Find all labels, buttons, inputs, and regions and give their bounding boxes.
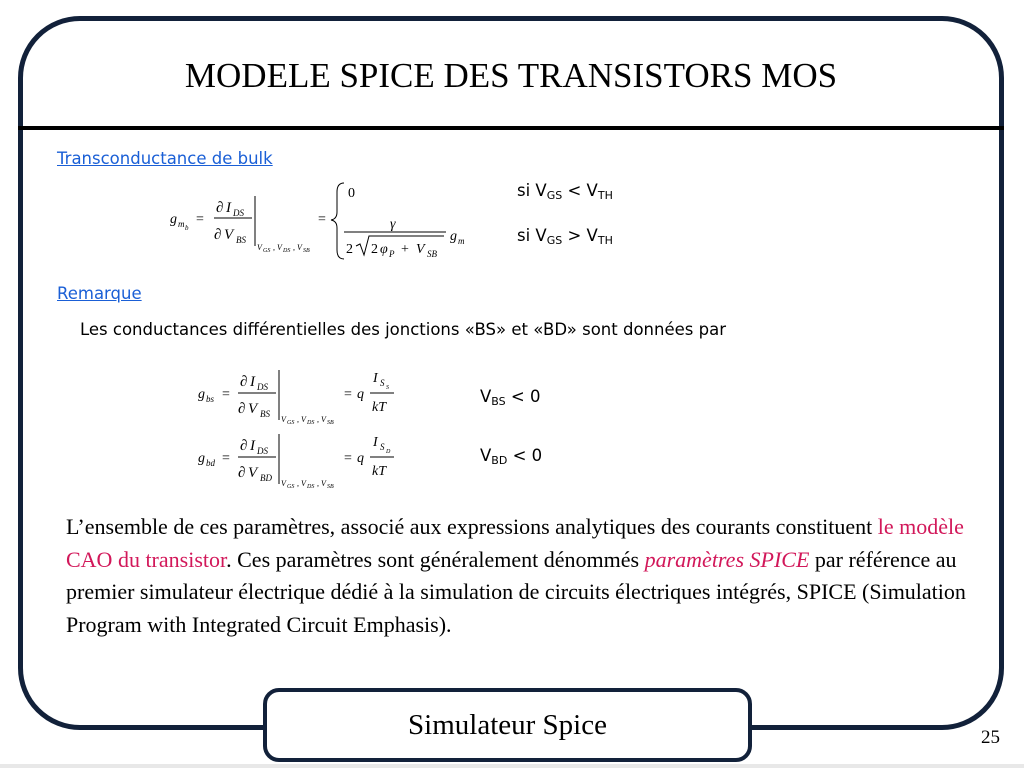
svg-text:I: I: [250, 374, 255, 390]
svg-text:V: V: [297, 243, 302, 252]
svg-text:g: g: [450, 229, 457, 244]
footer-box: [263, 688, 752, 762]
svg-text:V: V: [257, 243, 262, 252]
formula-gmb: [168, 178, 488, 260]
svg-text:I: I: [373, 435, 378, 450]
svg-text:V: V: [321, 479, 326, 488]
emphasis-spice-parameters: paramètres SPICE: [644, 546, 810, 572]
svg-text:V: V: [416, 242, 425, 257]
svg-text:V: V: [301, 479, 306, 488]
svg-text:∂: ∂: [214, 227, 222, 243]
svg-text:DS: DS: [233, 208, 244, 218]
svg-text:SB: SB: [303, 248, 310, 254]
svg-text:S: S: [386, 385, 389, 391]
svg-text:DS: DS: [283, 248, 291, 254]
svg-text:kT: kT: [372, 400, 386, 415]
svg-text:,: ,: [297, 479, 299, 488]
svg-text:+: +: [401, 242, 409, 257]
svg-text:∂: ∂: [240, 374, 248, 390]
svg-text:∂: ∂: [216, 200, 224, 216]
svg-text:V: V: [248, 401, 258, 417]
footer-label: Simulateur Spice: [408, 708, 607, 741]
condition-vbs-negative: $V_{BS} < 0$: [480, 387, 541, 408]
svg-text:DS: DS: [307, 484, 315, 490]
svg-text:b: b: [185, 224, 189, 232]
svg-text:=: =: [222, 451, 230, 466]
svg-text:BS: BS: [236, 235, 246, 245]
svg-text:SB: SB: [327, 484, 334, 490]
svg-text:DS: DS: [307, 420, 315, 426]
svg-text:P: P: [389, 249, 395, 259]
heading-remarque[interactable]: Remarque: [57, 284, 142, 303]
svg-text:GS: GS: [287, 484, 295, 490]
svg-text:S: S: [380, 442, 385, 452]
svg-text:,: ,: [293, 243, 295, 252]
svg-text:=: =: [222, 387, 230, 402]
svg-text:m: m: [458, 236, 465, 246]
svg-text:bd: bd: [206, 458, 215, 468]
title-divider: [18, 126, 1004, 130]
svg-text:∂: ∂: [240, 438, 248, 454]
svg-text:I: I: [226, 200, 231, 216]
page-number: 25: [981, 727, 1000, 748]
svg-text:BD: BD: [260, 473, 272, 483]
svg-text:kT: kT: [372, 464, 386, 479]
svg-text:m: m: [178, 219, 185, 229]
svg-text:V: V: [301, 415, 306, 424]
remark-text: Les conductances différentielles des jonctions «BS» et «BD» sont données par: [80, 320, 726, 339]
slide-title: MODELE SPICE DES TRANSISTORS MOS: [184, 56, 838, 95]
highlight-cao-model: le modèle CAO du transistor: [66, 514, 964, 572]
svg-text:BS: BS: [260, 409, 270, 419]
svg-text:,: ,: [297, 415, 299, 424]
gmb-symbol: g: [170, 212, 177, 227]
svg-text:S: S: [380, 378, 385, 388]
svg-text:V: V: [281, 479, 286, 488]
svg-text:V: V: [224, 227, 234, 243]
svg-text:∂: ∂: [238, 401, 246, 417]
svg-text:2: 2: [346, 242, 353, 257]
svg-text:GS: GS: [287, 420, 295, 426]
svg-text:I: I: [373, 371, 378, 386]
svg-text:D: D: [386, 449, 391, 455]
svg-text:V: V: [277, 243, 282, 252]
svg-text:GS: GS: [263, 248, 271, 254]
svg-text:∂: ∂: [238, 465, 246, 481]
svg-text:bs: bs: [206, 394, 215, 404]
svg-text:SB: SB: [327, 420, 334, 426]
svg-text:,: ,: [273, 243, 275, 252]
svg-text:q: q: [357, 387, 364, 402]
formula-gbs: [196, 366, 416, 428]
svg-text:,: ,: [317, 415, 319, 424]
svg-text:=: =: [344, 451, 352, 466]
svg-text:=: =: [318, 212, 326, 227]
svg-text:φ: φ: [380, 242, 388, 257]
formula-gbd: [196, 430, 416, 492]
svg-text:g: g: [198, 451, 205, 466]
svg-text:g: g: [198, 387, 205, 402]
svg-text:=: =: [196, 212, 204, 227]
svg-text:DS: DS: [257, 446, 268, 456]
svg-text:,: ,: [317, 479, 319, 488]
condition-vgs-below-vth: si $V_{GS} < V_{TH}$: [517, 181, 613, 202]
condition-vbd-negative: $V_{BD} < 0$: [480, 446, 543, 467]
bottom-strip: [0, 764, 1024, 768]
body-paragraph: L’ensemble de ces paramètres, associé aux expressions analytiques des courants constituent le modèle CAO du transistor. Ces paramètres sont généralement dénommés paramètres SPICE par référence au premier simulateur électrique dédié à la simulation de circuits électriques intégrés, SPICE (Simulation Program with Integrated Circuit Emphasis).: [66, 514, 966, 637]
svg-text:SB: SB: [427, 249, 437, 259]
svg-text:V: V: [281, 415, 286, 424]
svg-text:I: I: [250, 438, 255, 454]
svg-text:DS: DS: [257, 382, 268, 392]
svg-text:q: q: [357, 451, 364, 466]
svg-text:V: V: [321, 415, 326, 424]
svg-text:V: V: [248, 465, 258, 481]
svg-text:2: 2: [371, 242, 378, 257]
heading-transconductance-bulk[interactable]: Transconductance de bulk: [57, 149, 273, 168]
svg-text:γ: γ: [390, 217, 396, 232]
svg-text:=: =: [344, 387, 352, 402]
svg-text:0: 0: [348, 186, 355, 201]
condition-vgs-above-vth: si $V_{GS} > V_{TH}$: [517, 226, 613, 247]
